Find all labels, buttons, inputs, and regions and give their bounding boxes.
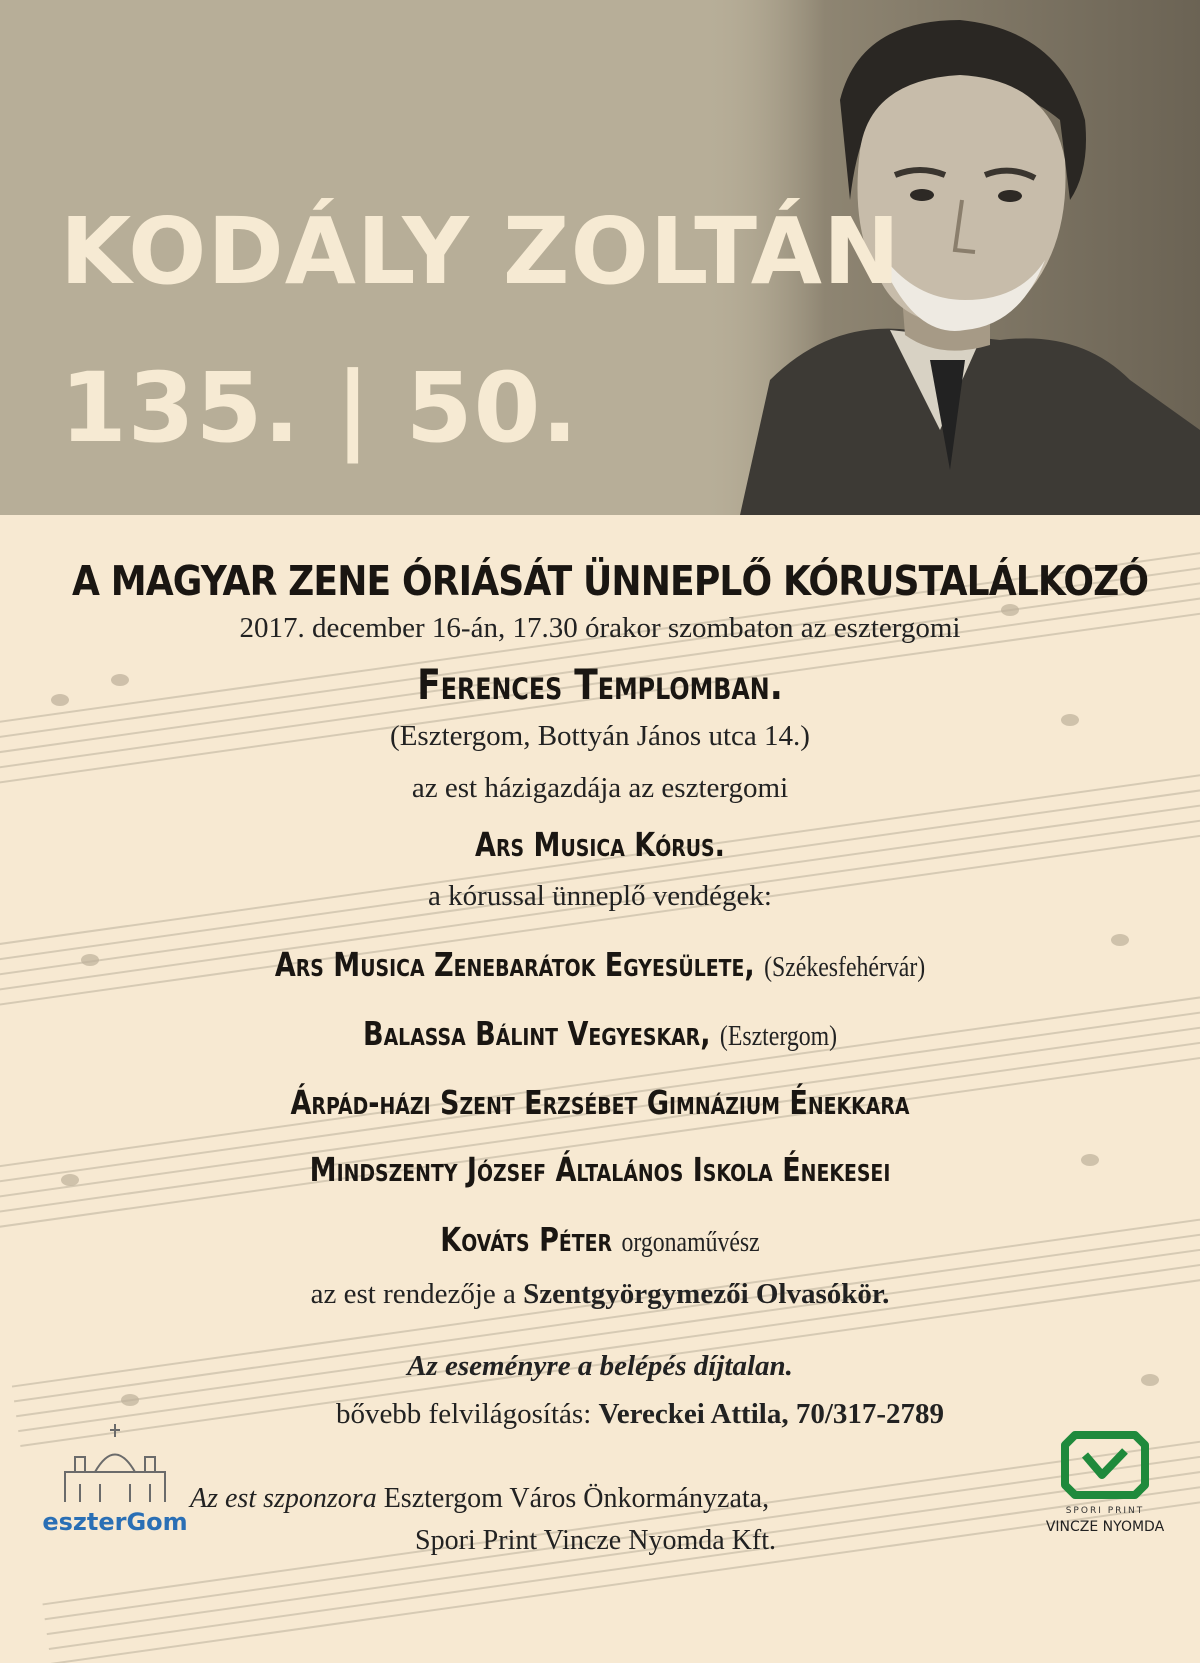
guest-5 (108, 1220, 1092, 1259)
date-line: 2017. december 16-án, 17.30 órakor szombaton az esztergomi (239, 612, 961, 644)
esztergom-logo-text: eszterGom (42, 1508, 188, 1536)
sponsor-prefix: Az est szponzora (190, 1483, 377, 1514)
venue: Ferences Templomban. (417, 660, 783, 709)
sponsor-line-2: Spori Print Vincze Nyomda Kft. (415, 1525, 776, 1556)
guest-place: (Esztergom) (719, 1020, 838, 1052)
printer-name: VINCZE NYOMDA (1045, 1519, 1165, 1535)
info-line (40, 1398, 1200, 1431)
info-contact: Vereckei Attila, 70/317-2789 (598, 1398, 945, 1430)
free-entry: Az eseményre a belépés díjtalan. (407, 1350, 793, 1382)
vincze-nyomda-logo (1040, 1425, 1170, 1540)
event-subtitle: A MAGYAR ZENE ÓRIÁSÁT ÜNNEPLŐ KÓRUSTALÁLKOZÓ (72, 557, 1149, 605)
guest-3 (108, 1083, 1092, 1122)
organizer-prefix: az est rendezője a (310, 1278, 516, 1310)
organizer-line (0, 1278, 1200, 1311)
sponsor-line-1: Esztergom Város Önkormányzata, (383, 1483, 770, 1514)
guests-intro: a kórussal ünneplő vendégek: (428, 880, 772, 912)
host-choir: Ars Musica Kórus. (475, 825, 725, 864)
guest-name: Mindszenty József Általános Iskola Énekesei (309, 1150, 891, 1189)
guest-name: Kováts Péter (440, 1220, 613, 1259)
guest-place: (Székesfehérvár) (764, 951, 926, 983)
venue-address: (Esztergom, Bottyán János utca 14.) (390, 720, 810, 752)
guest-role: orgonaművész (621, 1226, 760, 1258)
guest-name: Ars Musica Zenebarátok Egyesülete, (274, 945, 755, 984)
guest-2 (108, 1014, 1092, 1053)
info-prefix: bővebb felvilágosítás: (335, 1398, 592, 1430)
organizer-name: Szentgyörgymezői Olvasókör. (523, 1278, 890, 1310)
sponsor-block (190, 1478, 776, 1562)
host-intro: az est házigazdája az esztergomi (411, 772, 789, 804)
guest-name: Balassa Bálint Vegyeskar, (362, 1014, 711, 1053)
guest-name: Árpád-házi Szent Erzsébet Gimnázium Énekkara (290, 1083, 910, 1122)
guest-4 (108, 1150, 1092, 1189)
anniversary-numbers: 135. | 50. (60, 352, 579, 464)
esztergom-logo (40, 1422, 190, 1542)
header-banner (0, 0, 1200, 515)
printer-small-text: SPORI PRINT (1065, 1506, 1145, 1516)
main-title: KODÁLY ZOLTÁN (60, 198, 901, 305)
guest-1 (108, 945, 1092, 984)
